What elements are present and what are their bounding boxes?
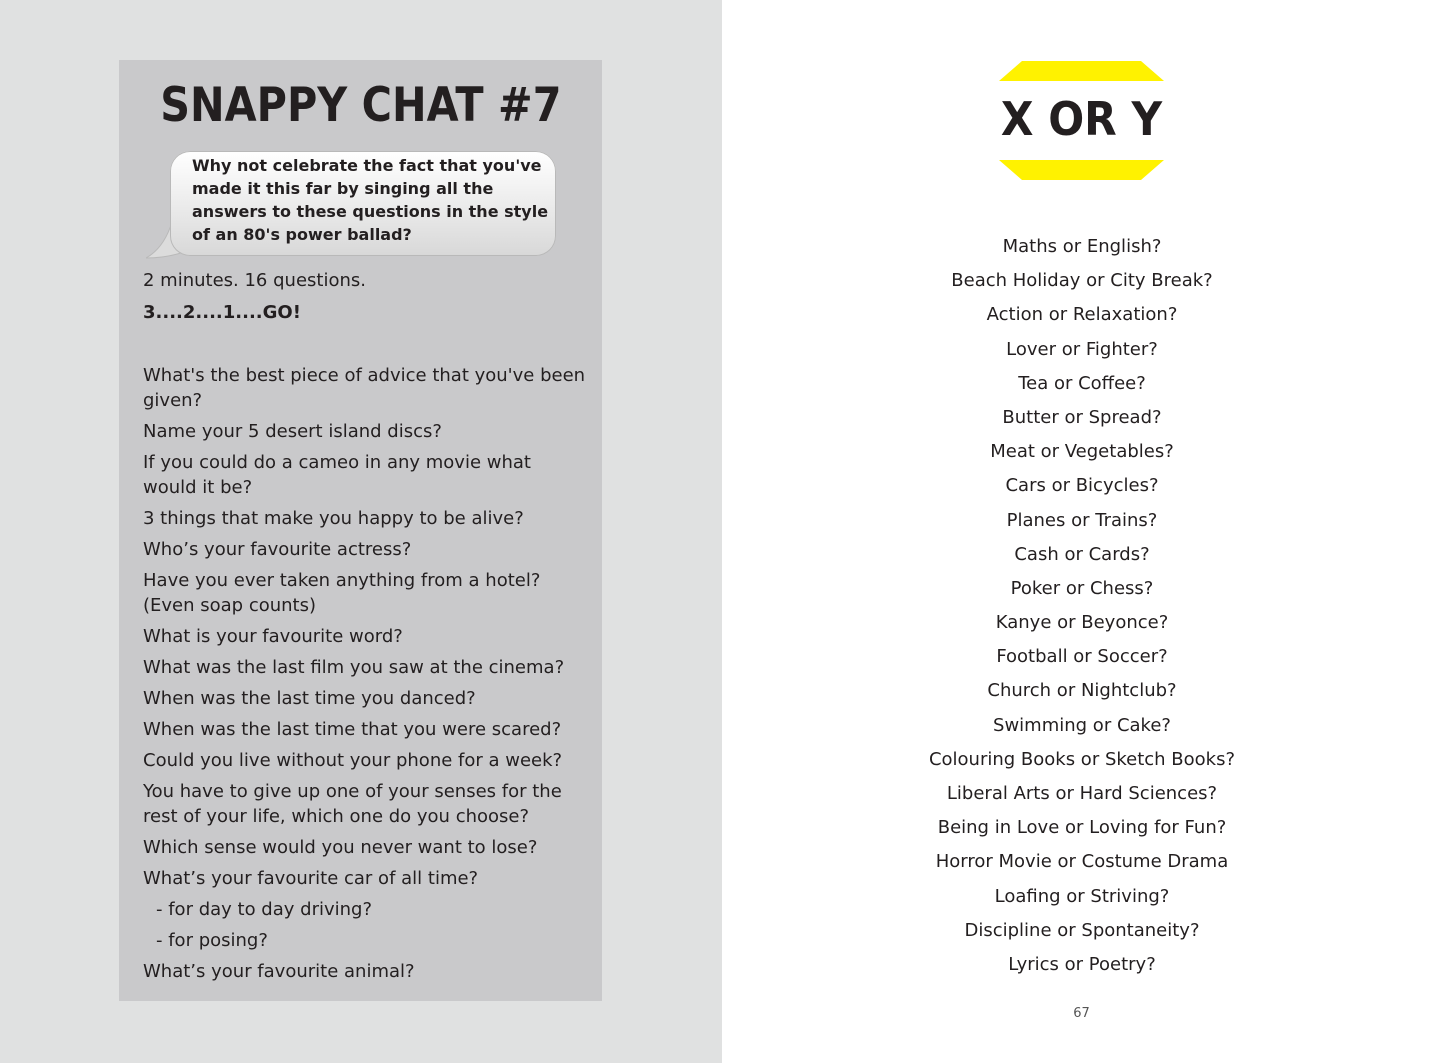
x-or-y-title: X OR Y <box>1000 92 1163 146</box>
x-or-y-item: Loafing or Striving? <box>994 885 1170 907</box>
question-item: What's the best piece of advice that you've been given? <box>143 365 586 411</box>
question-item: What’s your favourite car of all time? <box>143 868 479 889</box>
question-list <box>143 363 588 990</box>
x-or-y-item: Being in Love or Loving for Fun? <box>937 817 1227 839</box>
question-item: If you could do a cameo in any movie what would it be? <box>143 452 531 498</box>
x-or-y-item: Meat or Vegetables? <box>990 441 1174 463</box>
question-subitem: - for day to day driving? <box>156 899 373 920</box>
question-item: What’s your favourite animal? <box>143 961 415 982</box>
question-item: What is your favourite word? <box>143 626 403 647</box>
x-or-y-item: Cars or Bicycles? <box>1005 475 1159 497</box>
timing-text: 2 minutes. 16 questions. <box>143 270 366 291</box>
speech-bubble-text: Why not celebrate the fact that you've made it this far by singing all the answers to these questions in the style of an 80's power ballad? <box>192 156 549 244</box>
question-item: Have you ever taken anything from a hotel? (Even soap counts) <box>143 570 541 616</box>
x-or-y-item: Action or Relaxation? <box>986 304 1178 326</box>
x-or-y-item: Church or Nightclub? <box>987 680 1177 702</box>
x-or-y-item: Planes or Trains? <box>1006 509 1158 531</box>
page-number: 67 <box>1073 1006 1090 1021</box>
x-or-y-item: Cash or Cards? <box>1014 543 1150 565</box>
x-or-y-item: Discipline or Spontaneity? <box>964 919 1200 941</box>
x-or-y-item: Butter or Spread? <box>1002 406 1162 428</box>
question-subitem: - for posing? <box>156 930 268 951</box>
x-or-y-item: Colouring Books or Sketch Books? <box>928 748 1236 770</box>
x-or-y-item: Tea or Coffee? <box>1018 372 1146 394</box>
question-item: Who’s your favourite actress? <box>143 539 412 560</box>
question-item: When was the last time you danced? <box>143 688 476 709</box>
question-item: You have to give up one of your senses for the rest of your life, which one do you choose? <box>143 781 562 827</box>
x-or-y-item: Kanye or Beyonce? <box>995 612 1169 634</box>
x-or-y-item: Swimming or Cake? <box>993 714 1171 736</box>
x-or-y-list <box>822 230 1342 982</box>
x-or-y-item: Beach Holiday or City Break? <box>951 270 1213 292</box>
question-item: Name your 5 desert island discs? <box>143 421 442 442</box>
x-or-y-item: Horror Movie or Costume Drama <box>935 851 1229 873</box>
question-item: Could you live without your phone for a week? <box>143 750 563 771</box>
countdown-text: 3....2....1....GO! <box>143 302 301 323</box>
question-item: Which sense would you never want to lose? <box>143 837 538 858</box>
x-or-y-item: Poker or Chess? <box>1010 577 1154 599</box>
x-or-y-item: Liberal Arts or Hard Sciences? <box>946 783 1218 804</box>
question-item: When was the last time that you were scared? <box>143 719 562 740</box>
x-or-y-item: Football or Soccer? <box>996 646 1168 668</box>
x-or-y-item: Maths or English? <box>1002 236 1162 257</box>
question-item: 3 things that make you happy to be alive? <box>143 508 524 529</box>
x-or-y-item: Lover or Fighter? <box>1006 338 1158 360</box>
snappy-chat-title: SNAPPY CHAT #7 <box>160 78 562 133</box>
x-or-y-item: Lyrics or Poetry? <box>1008 953 1156 975</box>
question-item: What was the last film you saw at the cinema? <box>143 657 565 678</box>
